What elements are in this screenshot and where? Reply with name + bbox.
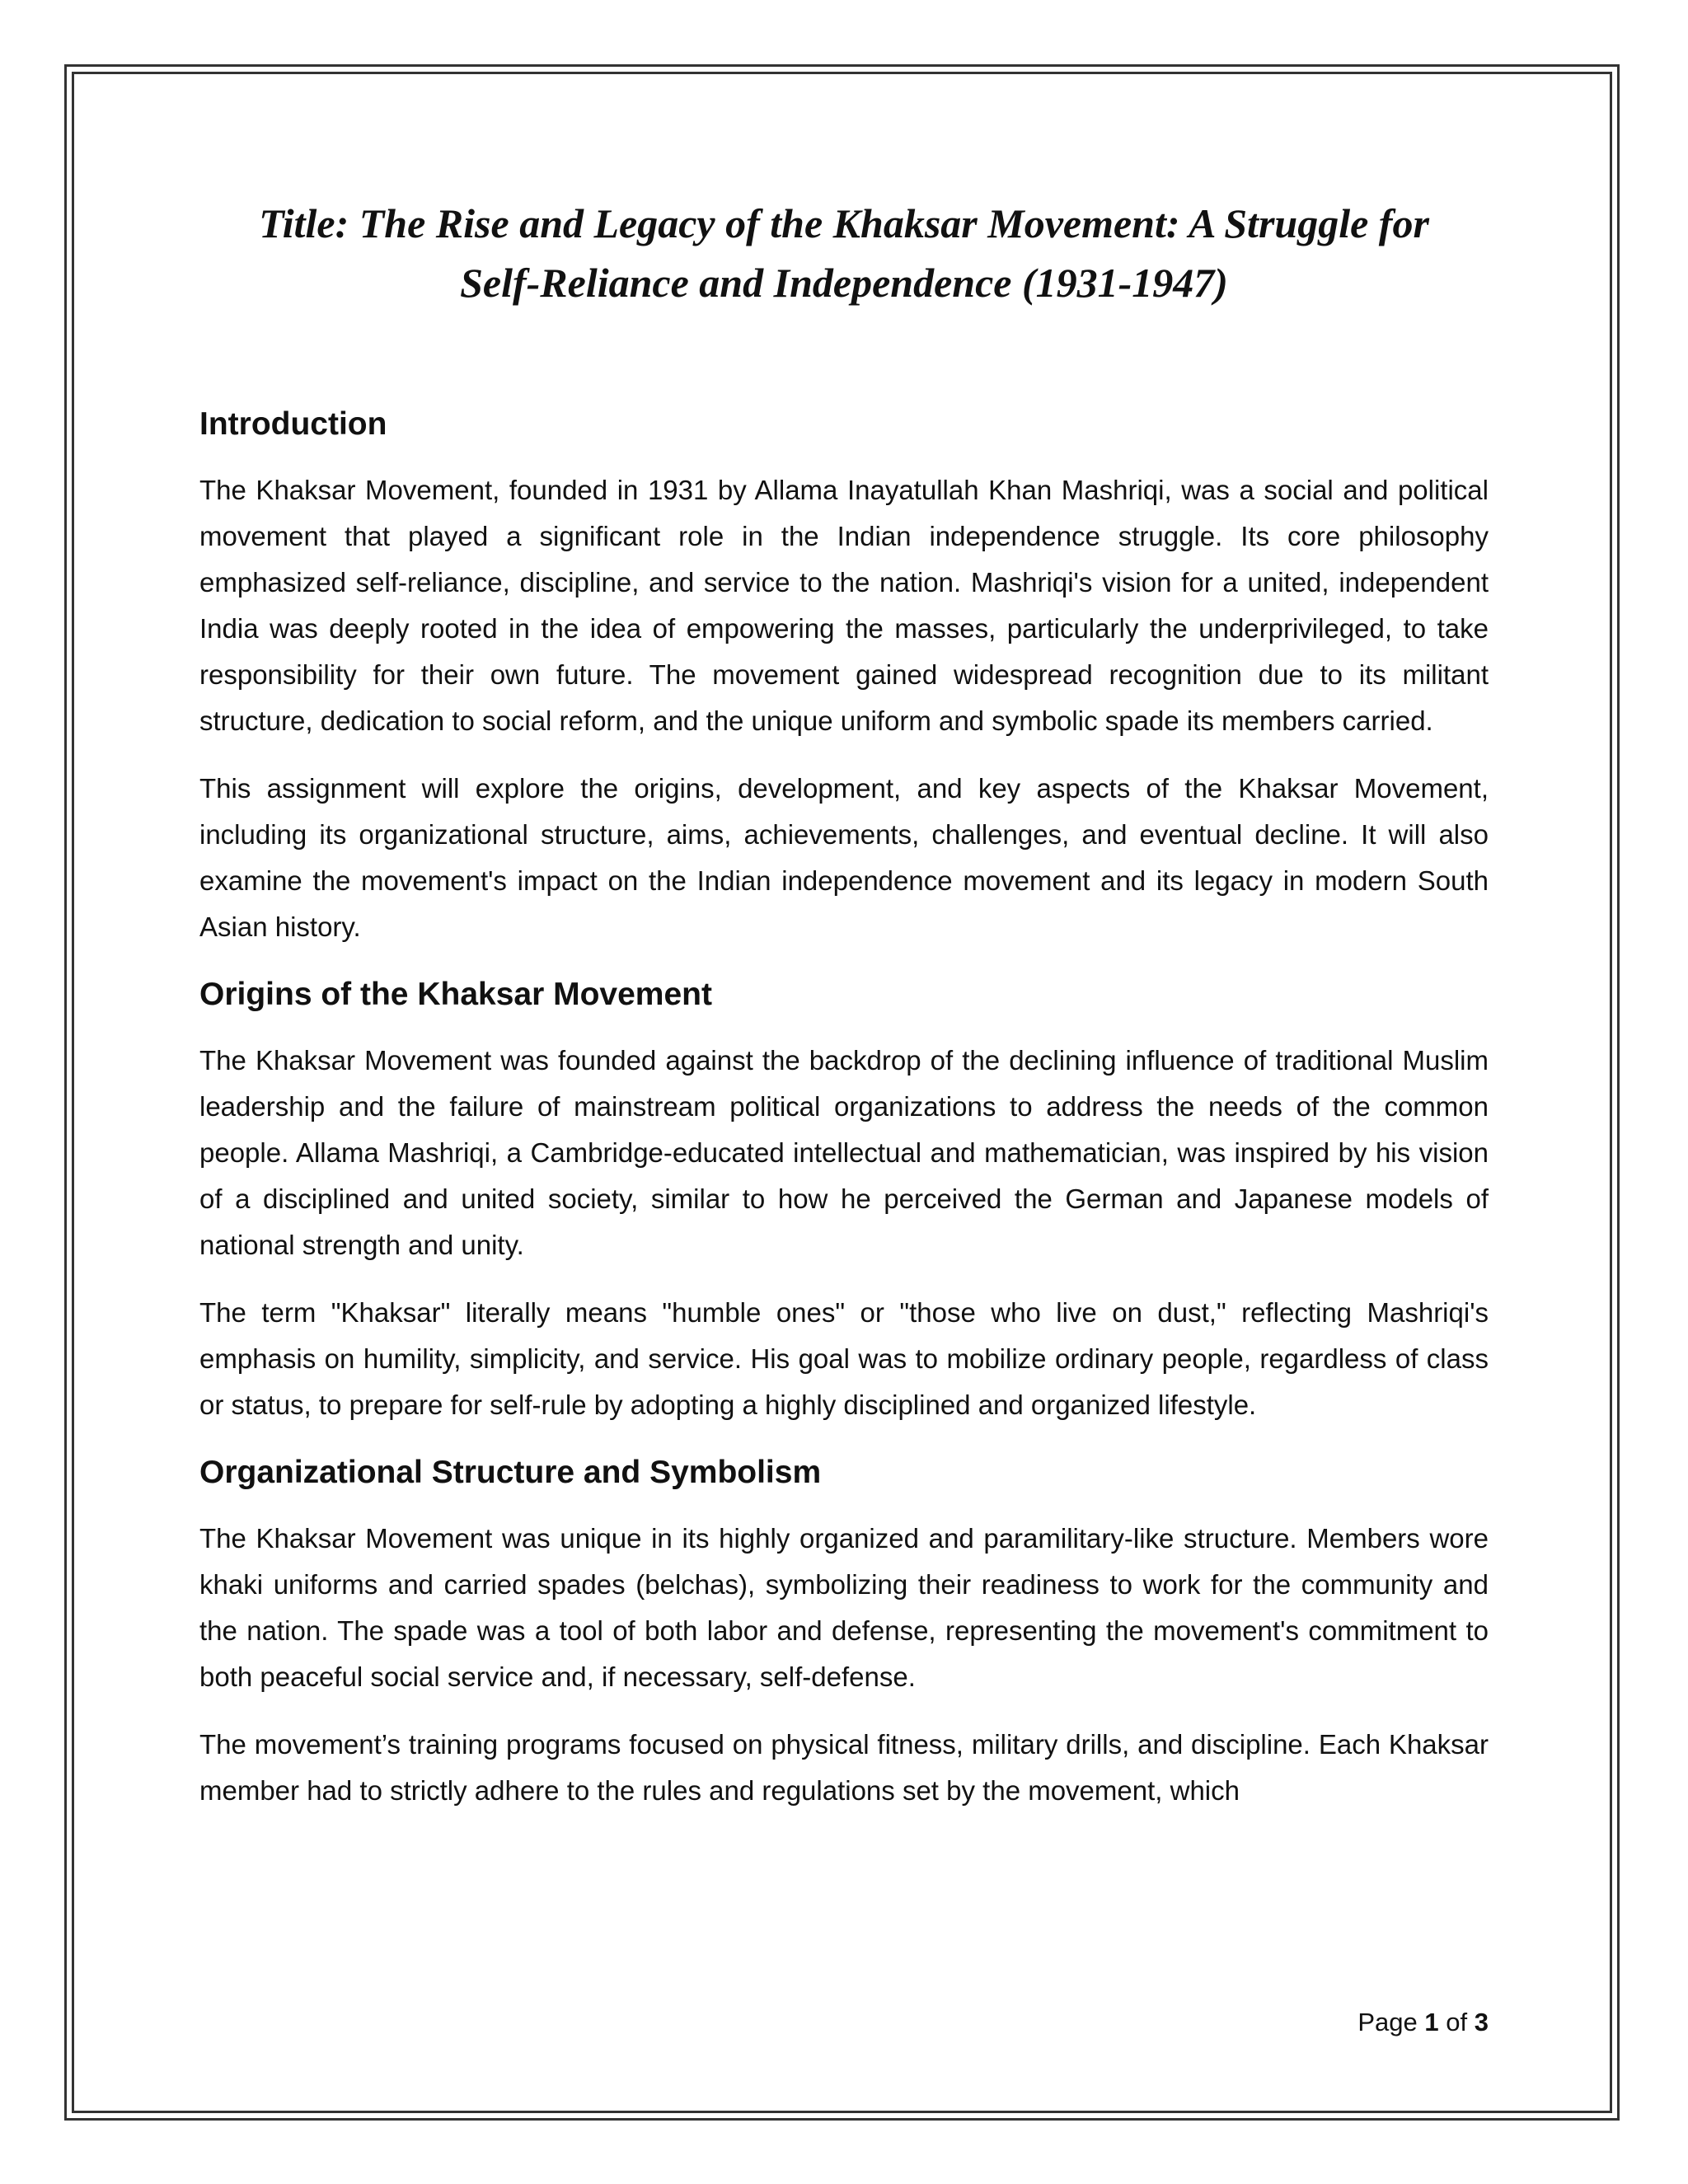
section-origins [199, 972, 1489, 1428]
page-label: Page [1357, 2008, 1418, 2036]
document-title-line-2: Self-Reliance and Independence (1931-1947) [460, 260, 1228, 306]
paragraph: The movement’s training programs focused on physical fitness, military drills, and discipline. Each Khaksar member had to strictly adhere to the rules and regulations set by the movement, which [199, 1729, 1489, 1806]
paragraph: The Khaksar Movement, founded in 1931 by Allama Inayatullah Khan Mashriqi, was a social and political movement that played a significant role in the Indian independence struggle. Its core philosophy emphasized self-reliance, discipline, and service to the nation. Mashriqi's vision for a united, independent India was deeply rooted in the idea of empowering the masses, particularly the underprivileged, to take responsibility for their own future. The movement gained widespread recognition due to its militant structure, dedication to social reform, and the unique uniform and symbolic spade its members carried. [199, 475, 1489, 736]
current-page-number: 1 [1424, 2008, 1439, 2036]
page-number-footer [1357, 2004, 1489, 2041]
section-heading: Origins of the Khaksar Movement [199, 977, 712, 1012]
section-heading: Organizational Structure and Symbolism [199, 1455, 822, 1490]
section-organizational-structure [199, 1450, 1489, 1814]
of-label: of [1446, 2008, 1468, 2036]
section-introduction [199, 401, 1489, 950]
paragraph: The Khaksar Movement was founded against the backdrop of the declining influence of traditional Muslim leadership and the failure of mainstream political organizations to address the needs of the common people. Allama Mashriqi, a Cambridge-educated intellectual and mathematician, was inspired by his vision of a disciplined and united society, similar to how he perceived the German and Japanese models of national strength and unity. [199, 1045, 1489, 1260]
section-heading: Introduction [199, 406, 387, 442]
paragraph: This assignment will explore the origins, development, and key aspects of the Khaksar Movement, including its organizational structure, aims, achievements, challenges, and eventual decline. It will also examine the movement's impact on the Indian independence movement and its legacy in modern South Asian history. [199, 773, 1489, 942]
paragraph: The term "Khaksar" literally means "humble ones" or "those who live on dust," reflecting Mashriqi's emphasis on humility, simplicity, and service. His goal was to mobilize ordinary people, regardless of class or status, to prepare for self-rule by adopting a highly disciplined and organized lifestyle. [199, 1297, 1489, 1420]
document-title [199, 194, 1489, 312]
total-pages-number: 3 [1474, 2008, 1489, 2036]
paragraph: The Khaksar Movement was unique in its highly organized and paramilitary-like structure. Members wore khaki uniforms and carried spades (belchas), symbolizing their readiness to work for the community and the nation. The spade was a tool of both labor and defense, representing the movement's commitment to both peaceful social service and, if necessary, self-defense. [199, 1523, 1489, 1692]
document-body [199, 194, 1489, 1835]
document-title-line-1: Title: The Rise and Legacy of the Khaksar Movement: A Struggle for [259, 200, 1429, 246]
